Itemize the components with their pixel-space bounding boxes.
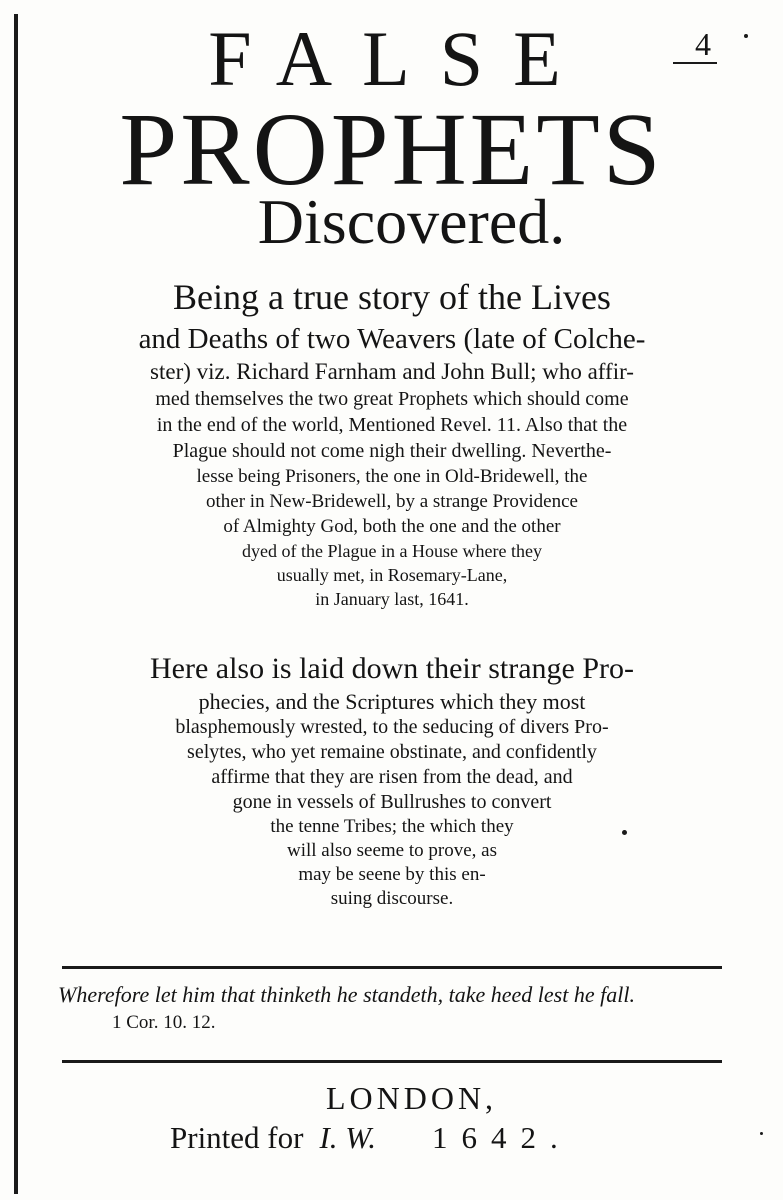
ink-speck [622,830,627,835]
prophecies-line: Here also is laid down their strange Pro- [149,652,635,685]
scripture-quote: Wherefore let him that thinketh he standeth, take heed lest he fall. [58,982,635,1007]
prophecies-line: phecies, and the Scriptures which they most [198,689,586,714]
story-line: med themselves the two great Prophets which should come [155,388,629,410]
story-line: and Deaths of two Weavers (late of Colche- [138,323,646,355]
prophecies-line: affirme that they are risen from the dead, and [211,766,573,788]
upper-rule [62,966,722,969]
imprint-printer: I. W. [319,1120,377,1155]
prophecies-line: gone in vessels of Bullrushes to convert [232,791,552,813]
prophecies-paragraph [62,650,722,911]
prophecies-line: selytes, who yet remaine obstinate, and confidently [187,741,597,763]
title-line-false: FALSE [208,15,591,102]
lower-rule [62,1060,722,1063]
story-line: in January last, 1641. [315,589,469,609]
prophecies-line: suing discourse. [330,888,454,909]
imprint-line [170,1122,572,1153]
ink-speck [744,34,748,38]
imprint-city: LONDON, [325,1080,498,1116]
ink-speck [760,1132,763,1135]
story-line: Plague should not come nigh their dwelling. Neverthe- [172,440,612,462]
prophecies-line: may be seene by this en- [298,864,486,885]
story-paragraph [62,274,722,611]
scripture-reference: 1 Cor. 10. 12. [112,1012,216,1033]
story-line: dyed of the Plague in a House where they [242,541,542,561]
story-line: ster) viz. Richard Farnham and John Bull; who affir- [150,359,634,384]
prophecies-line: the tenne Tribes; the which they [270,816,514,837]
story-line: in the end of the world, Mentioned Revel. 11. Also that the [156,414,628,436]
story-line: usually met, in Rosemary-Lane, [276,565,508,585]
prophecies-line: blasphemously wrested, to the seducing of divers Pro- [175,716,609,738]
title-line-prophets: PROPHETS [119,92,664,207]
imprint-year: 1642. [432,1120,572,1155]
page-number: 4 [695,26,711,62]
title-line-discovered: Discovered. [257,186,566,257]
story-line: Being a true story of the Lives [173,277,611,317]
story-line: of Almighty God, both the one and the other [223,516,561,537]
story-line: other in New-Bridewell, by a strange Providence [206,491,578,512]
prophecies-line: will also seeme to prove, as [286,840,497,861]
imprint-printed-for: Printed for [170,1120,304,1155]
story-line: lesse being Prisoners, the one in Old-Bridewell, the [196,466,588,487]
